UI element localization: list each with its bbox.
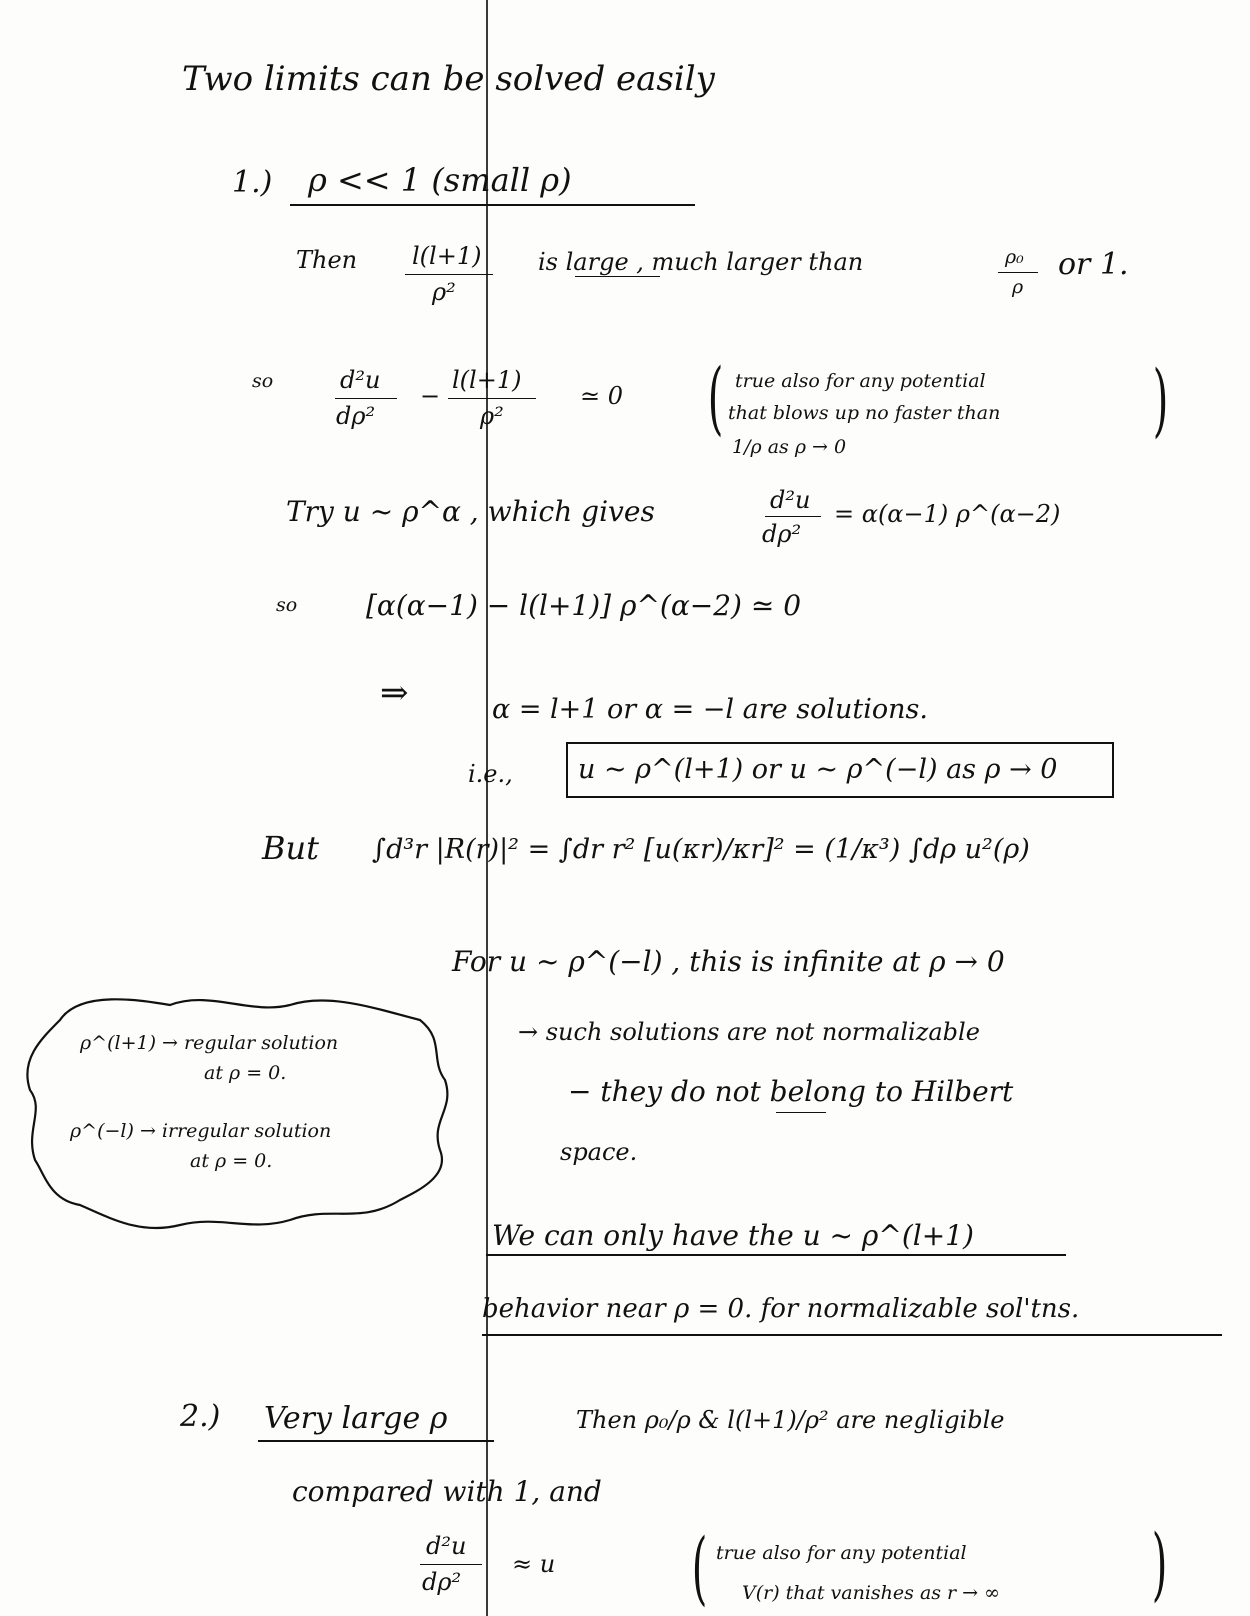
eq3-bar	[420, 1564, 482, 1565]
eq1-frac-a-den: dρ²	[336, 402, 376, 430]
for-line: For u ~ ρ^(−l) , this is infinite at ρ → 0	[452, 945, 1005, 978]
then1-frac-num: l(l+1)	[412, 242, 482, 270]
eq1-frac-b-num: l(l+1)	[452, 366, 522, 394]
then1-mid: is large , much larger than	[538, 248, 864, 276]
implies-arrow: ⇒	[380, 673, 409, 713]
note2-open-paren: (	[691, 1521, 708, 1614]
normalization-integral: ∫d³r |R(r)|² = ∫dr r² [u(κr)/κr]² = (1/κ³) ∫dρ u²(ρ)	[372, 834, 1030, 865]
conclusion-underline2	[482, 1334, 1222, 1336]
eq3-num: d²u	[426, 1532, 467, 1560]
so-label-1: so	[252, 370, 274, 392]
eq1-frac-b-den: ρ²	[480, 402, 504, 430]
try-frac-num: d²u	[770, 486, 811, 514]
case2-label: 2.)	[180, 1399, 221, 1434]
case2-then: Then ρ₀/ρ & l(l+1)/ρ² are negligible	[576, 1406, 1005, 1434]
ie-label: i.e.,	[468, 760, 513, 788]
space-line: space.	[560, 1138, 638, 1166]
case1-label: 1.)	[232, 165, 273, 200]
then1-end: or 1.	[1058, 247, 1129, 282]
cloud-line1: ρ^(l+1) → regular solution	[80, 1032, 339, 1054]
note1-line2: that blows up no faster than	[728, 402, 1001, 424]
try-rhs: = α(α−1) ρ^(α−2)	[834, 500, 1061, 528]
note1-open-paren: (	[707, 351, 724, 444]
note1-line3: 1/ρ as ρ → 0	[732, 436, 847, 458]
not-normalizable-line: → such solutions are not normalizable	[518, 1018, 980, 1046]
note2-line2: V(r) that vanishes as r → ∞	[742, 1582, 1000, 1604]
but-label: But	[262, 829, 319, 867]
note1-line1: true also for any potential	[735, 370, 986, 392]
then1-prefix: Then	[296, 246, 358, 274]
boxed-text: u ~ ρ^(l+1) or u ~ ρ^(−l) as ρ → 0	[578, 754, 1058, 785]
eq1-rhs: ≃ 0	[580, 382, 624, 410]
note2-line1: true also for any potential	[716, 1542, 967, 1564]
case2-heading: Very large ρ	[264, 1401, 448, 1436]
note2-close-paren: )	[1151, 1517, 1168, 1610]
cloud-line2: at ρ = 0.	[204, 1062, 287, 1084]
eq1-frac-a-num: d²u	[340, 366, 381, 394]
solutions-line: α = l+1 or α = −l are solutions.	[492, 694, 928, 725]
conclusion-line1: We can only have the u ~ ρ^(l+1)	[492, 1219, 974, 1252]
then1-frac-den: ρ²	[432, 278, 456, 306]
eq2: [α(α−1) − l(l+1)] ρ^(α−2) ≃ 0	[366, 589, 802, 622]
compared-line: compared with 1, and	[292, 1475, 602, 1508]
then1-frac2-num: ρ₀	[1005, 246, 1024, 268]
eq1-minus: −	[420, 382, 441, 410]
cloud-line3: ρ^(−l) → irregular solution	[70, 1120, 332, 1142]
title-line: Two limits can be solved easily	[182, 59, 715, 99]
case1-heading: ρ << 1 (small ρ)	[308, 161, 572, 199]
eq3-rhs: ≈ u	[512, 1550, 556, 1578]
cloud-line4: at ρ = 0.	[190, 1150, 273, 1172]
so-label-2: so	[276, 594, 298, 616]
try-frac-den: dρ²	[762, 520, 802, 548]
case2-heading-underline	[258, 1440, 494, 1442]
hilbert-line: − they do not belong to Hilbert	[568, 1075, 1014, 1108]
eq3-den: dρ²	[422, 1568, 462, 1596]
conclusion-underline1	[486, 1254, 1066, 1256]
then1-frac2-den: ρ	[1012, 276, 1024, 298]
conclusion-line2: behavior near ρ = 0. for normalizable sol'tns.	[482, 1294, 1080, 1324]
note1-close-paren: )	[1152, 353, 1169, 446]
try-line: Try u ~ ρ^α , which gives	[286, 495, 655, 528]
